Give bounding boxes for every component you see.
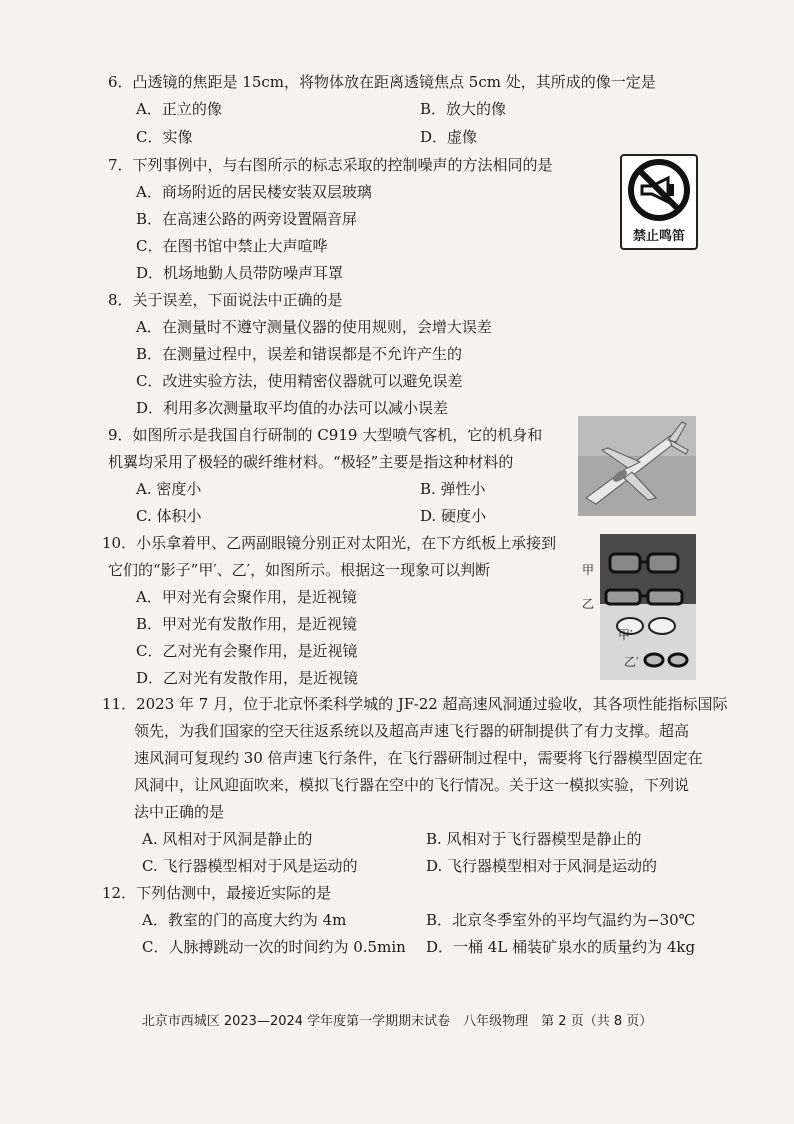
q8-option-c: C．改进实验方法，使用精密仪器就可以避免误差: [136, 372, 463, 390]
q10-stem-line2: 它们的“影子”甲′、乙′，如图所示。根据这一现象可以判断: [108, 561, 491, 579]
q12-option-b: B．北京冬季室外的平均气温约为−30℃: [426, 911, 696, 929]
q10-option-a: A．甲对光有会聚作用，是近视镜: [136, 588, 357, 606]
q9-stem-line2: 机翼均采用了极轻的碳纤维材料。“极轻”主要是指这种材料的: [108, 453, 514, 471]
q11-option-d: D. 飞行器模型相对于风洞是运动的: [426, 857, 658, 875]
label-yi: 乙: [582, 597, 595, 611]
q7-option-d: D．机场地勤人员带防噪声耳罩: [136, 264, 344, 282]
q11-stem-line2: 领先，为我们国家的空天往返系统以及超高声速飞行器的研制提供了有力支撑。超高: [134, 722, 690, 740]
label-yi-prime: 乙′: [624, 655, 639, 669]
q11-option-b: B. 风相对于飞行器模型是静止的: [426, 830, 642, 848]
q10-option-b: B．甲对光有发散作用，是近视镜: [136, 615, 358, 633]
q12-option-a: A．教室的门的高度大约为 4m: [142, 911, 347, 929]
q8-stem: 8．关于误差，下面说法中正确的是: [108, 291, 343, 309]
q10-option-c: C．乙对光有会聚作用，是近视镜: [136, 642, 358, 660]
q7-option-c: C．在图书馆中禁止大声喧哗: [136, 237, 328, 255]
q11-stem-line4: 风洞中，让风迎面吹来，模拟飞行器在空中的飞行情况。关于这一模拟实验，下列说: [134, 776, 690, 794]
q6-stem: 6．凸透镜的焦距是 15cm，将物体放在距离透镜焦点 5cm 处，其所成的像一定是: [108, 73, 656, 91]
q6-option-a: A．正立的像: [136, 100, 222, 118]
q8-option-a: A．在测量时不遵守测量仪器的使用规则，会增大误差: [136, 318, 492, 336]
q7-stem: 7．下列事例中，与右图所示的标志采取的控制噪声的方法相同的是: [108, 156, 553, 174]
q7-option-a: A．商场附近的居民楼安装双层玻璃: [136, 183, 372, 201]
q10-option-d: D．乙对光有发散作用，是近视镜: [136, 669, 359, 687]
q12-stem: 12．下列估测中，最接近实际的是: [102, 884, 332, 902]
q9-stem-line1: 9．如图所示是我国自行研制的 C919 大型喷气客机，它的机身和: [108, 426, 543, 444]
q11-stem-line5: 法中正确的是: [134, 803, 225, 821]
c919-airplane-photo: [578, 416, 696, 516]
q11-option-a: A. 风相对于风洞是静止的: [142, 830, 313, 848]
q6-option-c: C．实像: [136, 128, 193, 146]
q9-option-b: B. 弹性小: [420, 480, 486, 498]
q11-option-c: C. 飞行器模型相对于风是运动的: [142, 857, 358, 875]
no-honking-icon: [622, 156, 696, 226]
glasses-shadow-photo: [600, 534, 696, 680]
q9-option-c: C. 体积小: [136, 507, 202, 525]
q9-option-a: A. 密度小: [136, 480, 202, 498]
q6-option-d: D．虚像: [420, 128, 478, 146]
q6-option-b: B．放大的像: [420, 100, 507, 118]
label-jia: 甲: [582, 563, 595, 577]
q12-option-c: C．人脉搏跳动一次的时间约为 0.5min: [142, 938, 406, 956]
q8-option-b: B．在测量过程中，误差和错误都是不允许产生的: [136, 345, 463, 363]
no-honking-sign: [620, 154, 698, 250]
label-jia-prime: 甲′: [618, 628, 633, 642]
q11-stem-line1: 11．2023 年 7 月，位于北京怀柔科学城的 JF-22 超高速风洞通过验收，其各项性能指标国际: [102, 695, 728, 713]
q9-option-d: D. 硬度小: [420, 507, 487, 525]
q11-stem-line3: 速风洞可复现约 30 倍声速飞行条件，在飞行器研制过程中，需要将飞行器模型固定在: [134, 749, 703, 767]
q10-stem-line1: 10．小乐拿着甲、乙两副眼镜分别正对太阳光，在下方纸板上承接到: [102, 534, 557, 552]
q8-option-d: D．利用多次测量取平均值的办法可以减小误差: [136, 399, 449, 417]
q12-option-d: D．一桶 4L 桶装矿泉水的质量约为 4kg: [426, 938, 696, 956]
page-footer: 北京市西城区 2023—2024 学年度第一学期期末试卷 八年级物理 第 2 页（共 8 页）: [141, 1014, 653, 1029]
sign-label: 禁止鸣笛: [632, 229, 685, 244]
q7-option-b: B．在高速公路的两旁设置隔音屏: [136, 210, 358, 228]
